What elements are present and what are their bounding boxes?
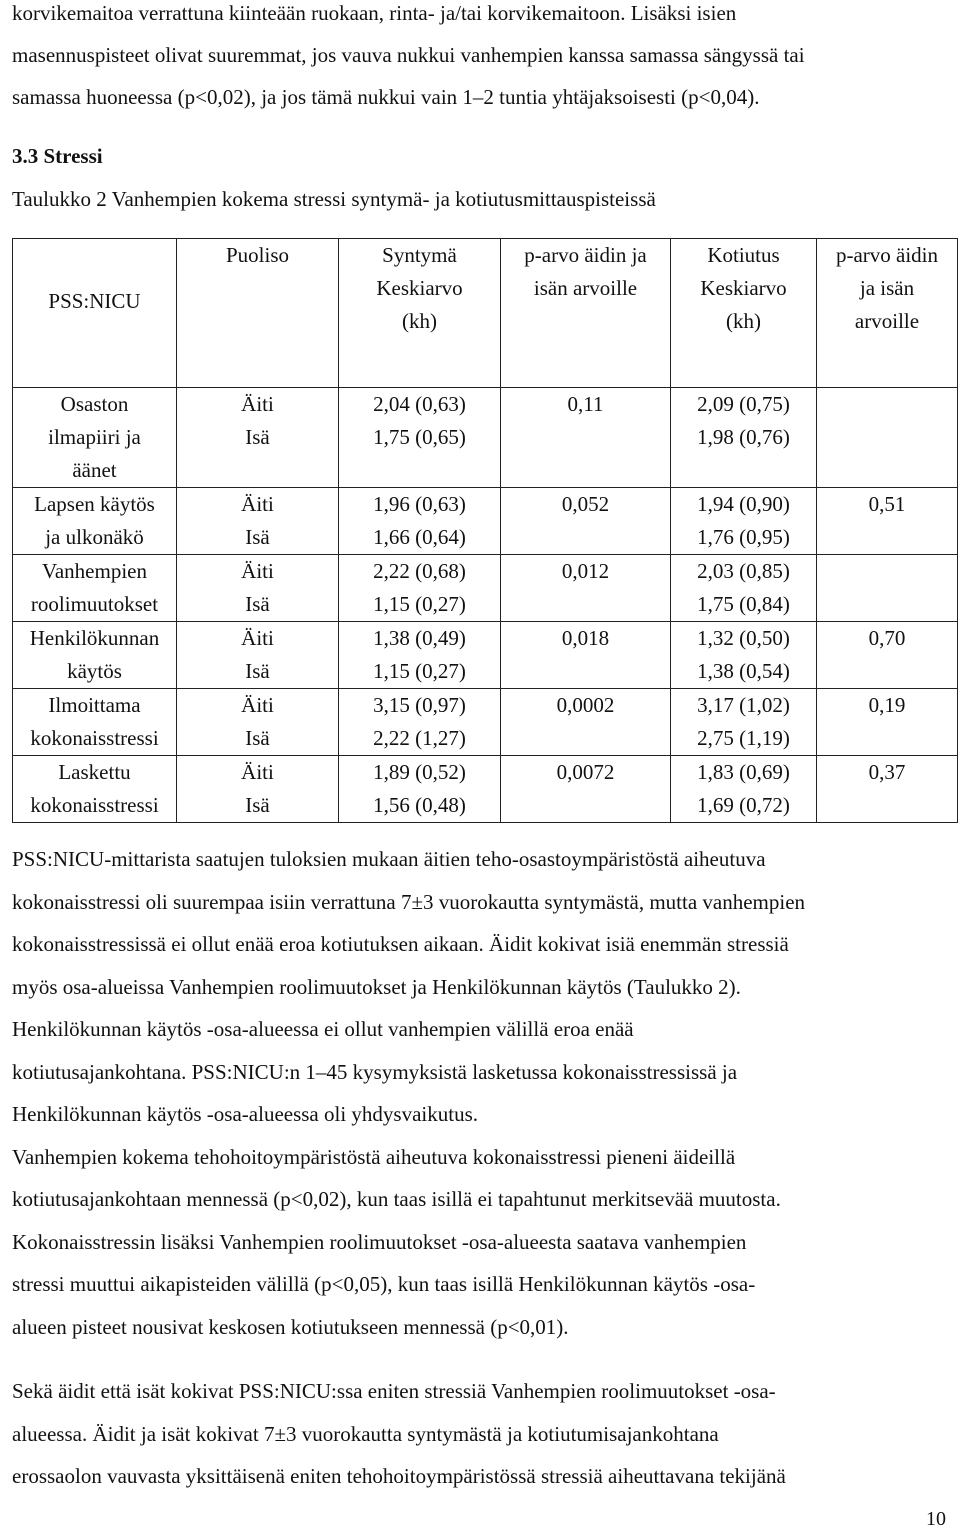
text-line: alueen pisteet nousivat keskosen kotiutukseen mennessä (p<0,01). [12, 1314, 569, 1339]
p-birth-cell: 0,018 [501, 622, 671, 689]
row-label: Henkilökunnan käytös [13, 622, 177, 689]
row-label: Vanhempien roolimuutokset [13, 555, 177, 622]
p-birth-cell: 0,0072 [501, 756, 671, 823]
table-row [13, 555, 958, 622]
discharge-mean-cell: 1,83 (0,69) 1,69 (0,72) [671, 756, 817, 823]
header-p-birth: p-arvo äidin ja isän arvoille [501, 239, 671, 388]
table-row [13, 388, 958, 488]
header-p-discharge: p-arvo äidin ja isän arvoille [817, 239, 958, 388]
intro-paragraph [12, 0, 948, 118]
text-line: masennuspisteet olivat suuremmat, jos vauva nukkui vanhempien kanssa samassa sängyssä tai [12, 43, 805, 67]
spouse-cell: Äiti Isä [177, 622, 339, 689]
birth-mean-cell: 2,22 (0,68) 1,15 (0,27) [339, 555, 501, 622]
text-line: alueessa. Äidit ja isät kokivat 7±3 vuorokautta syntymästä ja kotiutumisajankohtana [12, 1421, 719, 1446]
p-discharge-cell: 0,37 [817, 756, 958, 823]
text-line: kokonaisstressissä ei ollut enää eroa kotiutuksen aikaan. Äidit kokivat isiä enemmän stressiä [12, 932, 789, 956]
section-heading: 3.3 Stressi [12, 144, 103, 168]
p-discharge-cell: 0,70 [817, 622, 958, 689]
row-label: Osaston ilmapiiri ja äänet [13, 388, 177, 488]
discharge-mean-cell: 3,17 (1,02) 2,75 (1,19) [671, 689, 817, 756]
row-label: Laskettu kokonaisstressi [13, 756, 177, 823]
table-caption: Taulukko 2 Vanhempien kokema stressi syntymä- ja kotiutusmittauspisteissä [12, 187, 656, 211]
text-line: kotiutusajankohtana. PSS:NICU:n 1–45 kysymyksistä lasketussa kokonaisstressissä ja [12, 1059, 738, 1084]
spouse-cell: Äiti Isä [177, 388, 339, 488]
header-birth-mean: Syntymä Keskiarvo (kh) [339, 239, 501, 388]
final-paragraph [12, 1370, 948, 1498]
text-line: Kokonaisstressin lisäksi Vanhempien roolimuutokset -osa-alueesta saatava vanhempien [12, 1229, 747, 1254]
stress-table [12, 238, 958, 823]
discharge-mean-cell: 1,32 (0,50) 1,38 (0,54) [671, 622, 817, 689]
p-birth-cell: 0,012 [501, 555, 671, 622]
header-spouse: Puoliso [177, 239, 339, 388]
results-paragraph [12, 838, 948, 1348]
p-discharge-cell [817, 555, 958, 622]
row-label: Lapsen käytös ja ulkonäkö [13, 488, 177, 555]
text-line: erossaolon vauvasta yksittäisenä eniten tehohoitoympäristössä stressiä aiheuttavana tekijänä [12, 1464, 786, 1488]
text-line: korvikemaitoa verrattuna kiinteään ruokaan, rinta- ja/tai korvikemaitoon. Lisäksi isien [12, 1, 737, 25]
birth-mean-cell: 1,38 (0,49) 1,15 (0,27) [339, 622, 501, 689]
p-discharge-cell: 0,19 [817, 689, 958, 756]
text-line: Vanhempien kokema tehohoitoympäristöstä aiheutuva kokonaisstressi pieneni äideillä [12, 1144, 736, 1169]
table-row [13, 622, 958, 689]
discharge-mean-cell: 1,94 (0,90) 1,76 (0,95) [671, 488, 817, 555]
text-line: kokonaisstressi oli suurempaa isiin verrattuna 7±3 vuorokautta syntymästä, mutta vanhempien [12, 889, 806, 914]
text-line: PSS:NICU-mittarista saatujen tuloksien mukaan äitien teho-osastoympäristöstä aiheutuva [12, 847, 766, 871]
header-pssnicu: PSS:NICU [13, 239, 177, 388]
discharge-mean-cell: 2,03 (0,85) 1,75 (0,84) [671, 555, 817, 622]
p-discharge-cell [817, 388, 958, 488]
table-row [13, 689, 958, 756]
spouse-cell: Äiti Isä [177, 756, 339, 823]
spouse-cell: Äiti Isä [177, 689, 339, 756]
page-number: 10 [926, 1508, 946, 1530]
header-discharge-mean: Kotiutus Keskiarvo (kh) [671, 239, 817, 388]
text-line: Sekä äidit että isät kokivat PSS:NICU:ssa eniten stressiä Vanhempien roolimuutokset -osa- [12, 1379, 776, 1403]
text-line: stressi muuttui aikapisteiden välillä (p<0,05), kun taas isillä Henkilökunnan käytös -osa- [12, 1272, 756, 1296]
p-birth-cell: 0,052 [501, 488, 671, 555]
birth-mean-cell: 1,89 (0,52) 1,56 (0,48) [339, 756, 501, 823]
spouse-cell: Äiti Isä [177, 488, 339, 555]
text-line: Henkilökunnan käytös -osa-alueessa oli yhdysvaikutus. [12, 1102, 478, 1126]
discharge-mean-cell: 2,09 (0,75) 1,98 (0,76) [671, 388, 817, 488]
birth-mean-cell: 3,15 (0,97) 2,22 (1,27) [339, 689, 501, 756]
table-header-row [13, 239, 958, 388]
text-line: samassa huoneessa (p<0,02), ja jos tämä nukkui vain 1–2 tuntia yhtäjaksoisesti (p<0,04). [12, 85, 760, 109]
p-birth-cell: 0,11 [501, 388, 671, 488]
text-line: Henkilökunnan käytös -osa-alueessa ei ollut vanhempien välillä eroa enää [12, 1017, 634, 1041]
p-discharge-cell: 0,51 [817, 488, 958, 555]
row-label: Ilmoittama kokonaisstressi [13, 689, 177, 756]
text-line: kotiutusajankohtaan mennessä (p<0,02), kun taas isillä ei tapahtunut merkitsevää muutosta. [12, 1187, 781, 1211]
p-birth-cell: 0,0002 [501, 689, 671, 756]
birth-mean-cell: 2,04 (0,63) 1,75 (0,65) [339, 388, 501, 488]
table-row [13, 488, 958, 555]
table-row [13, 756, 958, 823]
birth-mean-cell: 1,96 (0,63) 1,66 (0,64) [339, 488, 501, 555]
text-line: myös osa-alueissa Vanhempien roolimuutokset ja Henkilökunnan käytös (Taulukko 2). [12, 974, 741, 999]
spouse-cell: Äiti Isä [177, 555, 339, 622]
